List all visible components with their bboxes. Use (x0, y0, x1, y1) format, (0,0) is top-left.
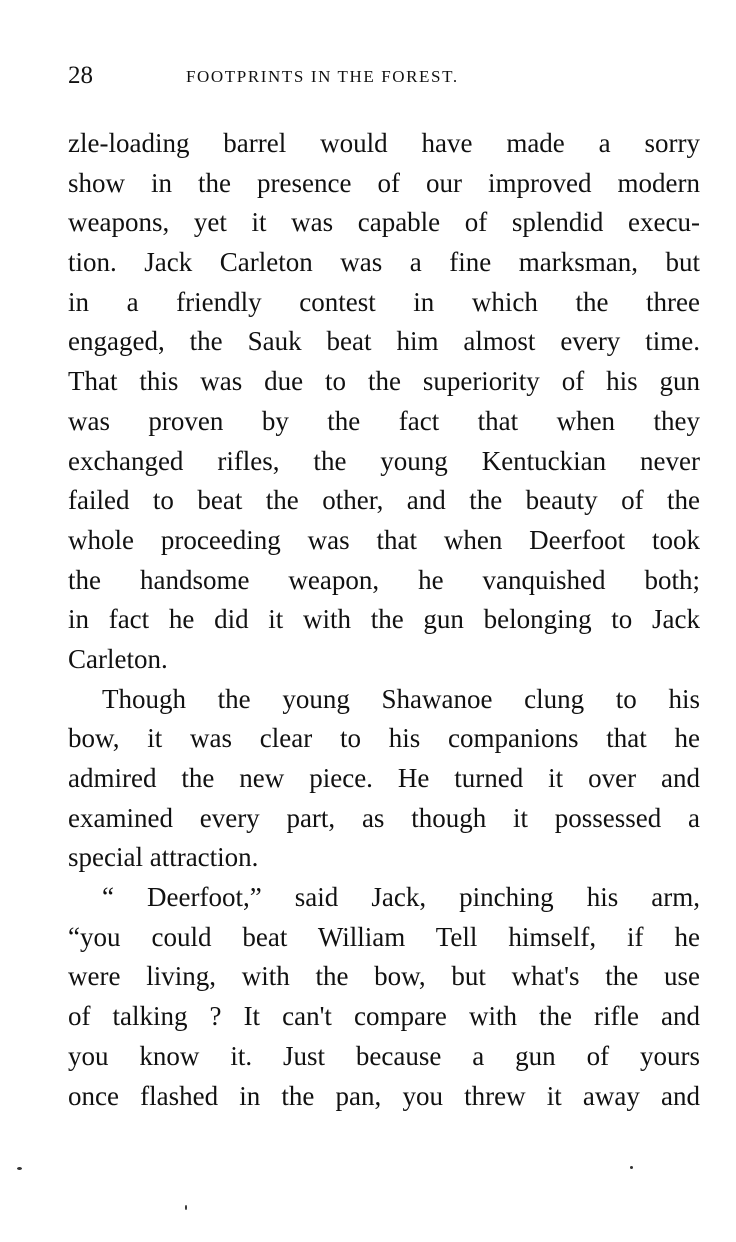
scan-speck (185, 1205, 187, 1210)
scan-speck (630, 1166, 633, 1169)
text-line: you know it. Just because a gun of yours (68, 1040, 700, 1071)
text-line: tion. Jack Carleton was a fine marksman, but (68, 247, 700, 278)
text-line: once flashed in the pan, you threw it away and (68, 1080, 700, 1111)
text-line: examined every part, as though it possessed a (68, 802, 700, 833)
running-head: FOOTPRINTS IN THE FOREST. (186, 67, 459, 86)
text-line: “ Deerfoot,” said Jack, pinching his arm, (102, 882, 700, 913)
text-line: exchanged rifles, the young Kentuckian never (68, 445, 700, 476)
scan-speck (17, 1167, 22, 1170)
text-line: weapons, yet it was capable of splendid execu- (68, 207, 700, 238)
text-line: “you could beat William Tell himself, if he (68, 921, 700, 952)
text-line: Though the young Shawanoe clung to his (102, 683, 700, 714)
text-line: zle-loading barrel would have made a sorry (68, 128, 700, 158)
text-line: show in the presence of our improved modern (68, 167, 700, 198)
text-line: engaged, the Sauk beat him almost every time. (68, 326, 700, 357)
text-line: the handsome weapon, he vanquished both; (68, 564, 700, 595)
text-line: were living, with the bow, but what's the use (68, 961, 700, 992)
body-text (68, 124, 700, 1116)
text-line: admired the new piece. He turned it over and (68, 763, 700, 793)
text-line: in fact he did it with the gun belonging to Jack (68, 604, 700, 635)
text-line: whole proceeding was that when Deerfoot took (68, 524, 700, 555)
text-line: Carleton. (68, 643, 168, 674)
text-line: special attraction. (68, 842, 259, 873)
text-line: bow, it was clear to his companions that he (68, 723, 700, 754)
text-line: failed to beat the other, and the beauty of the (68, 485, 700, 516)
text-line: That this was due to the superiority of his gun (68, 366, 700, 397)
page-number: 28 (68, 62, 93, 89)
text-line: of talking ? It can't compare with the rifle and (68, 1001, 700, 1032)
text-line: in a friendly contest in which the three (68, 286, 700, 317)
text-line: was proven by the fact that when they (68, 405, 700, 436)
page-header (68, 58, 700, 94)
